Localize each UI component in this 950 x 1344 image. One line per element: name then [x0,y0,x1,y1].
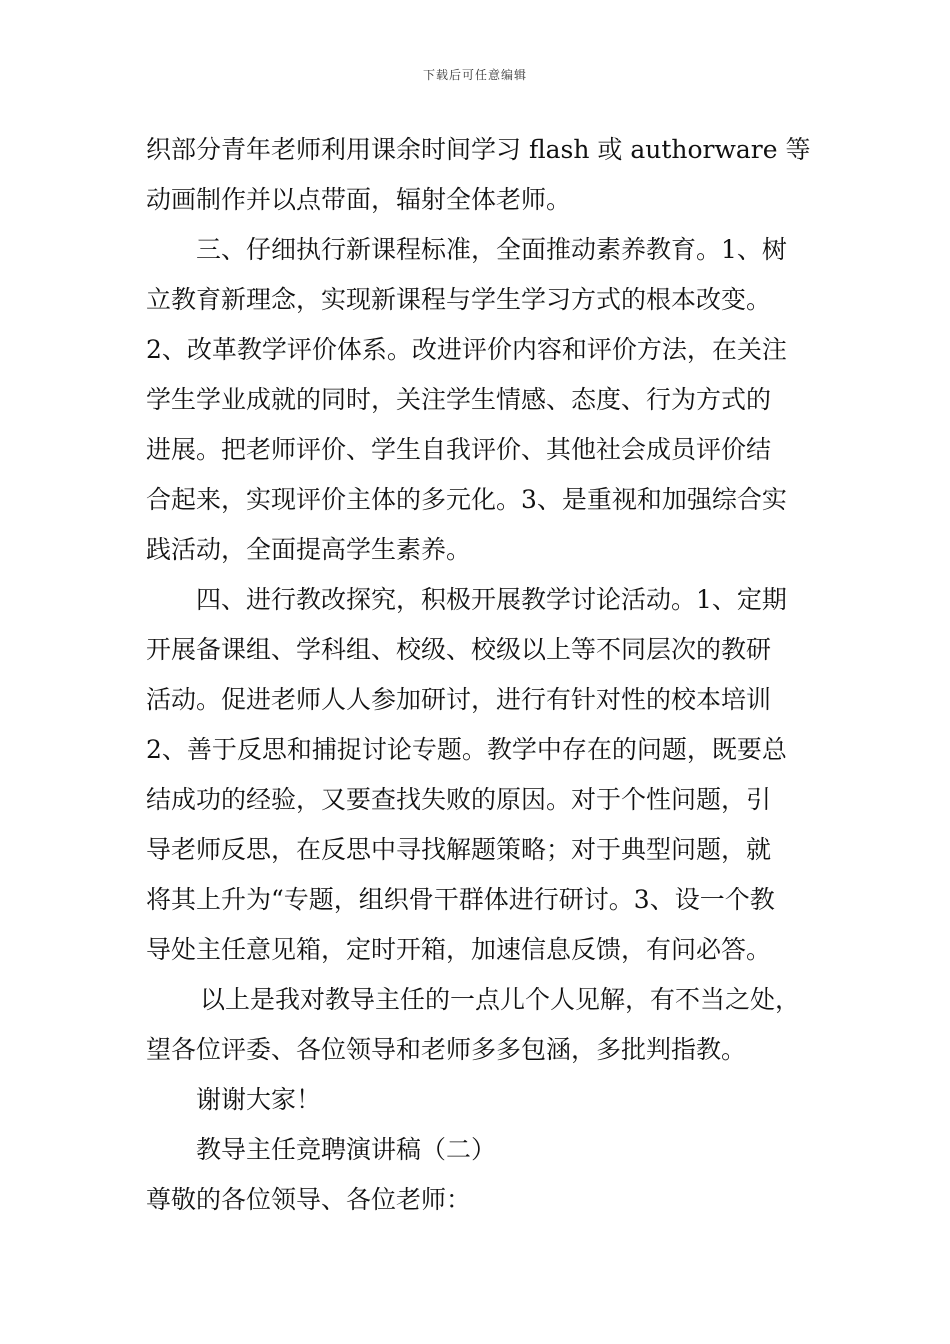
text-line: 立教育新理念，实现新课程与学生学习方式的根本改变。 [146,285,772,314]
text-line: 进展。把老师评价、学生自我评价、其他社会成员评价结 [146,435,772,464]
page-header: 下载后可任意编辑 [422,68,527,82]
text-line: 开展备课组、学科组、校级、校级以上等不同层次的教研 [146,635,772,664]
text-line: 活动。促进老师人人参加研讨，进行有针对性的校本培训 [146,685,772,714]
text-line: 2、善于反思和捕捉讨论专题。教学中存在的问题，既要总 [146,735,787,764]
text-line: 导处主任意见箱，定时开箱，加速信息反馈，有问必答。 [146,935,772,964]
text-line: 结成功的经验，又要查找失败的原因。对于个性问题，引 [146,785,772,814]
text-line: 合起来，实现评价主体的多元化。3、是重视和加强综合实 [146,485,787,514]
text-line: 教导主任竞聘演讲稿（二） [196,1135,497,1164]
text-line: 四、进行教改探究，积极开展教学讨论活动。1、定期 [196,585,787,614]
text-line: 践活动，全面提高学生素养。 [146,535,472,564]
text-line: 尊敬的各位领导、各位老师： [146,1185,472,1214]
text-line: 织部分青年老师利用课余时间学习 flash 或 authorware 等 [146,135,811,164]
text-line: 谢谢大家！ [196,1085,322,1114]
text-line: 2、改革教学评价体系。改进评价内容和评价方法，在关注 [146,335,787,364]
text-line: 动画制作并以点带面，辐射全体老师。 [146,185,572,214]
text-line: 将其上升为“专题，组织骨干群体进行研讨。3、设一个教 [146,885,775,914]
text-line: 学生学业成就的同时，关注学生情感、态度、行为方式的 [146,385,772,414]
text-line: 三、仔细执行新课程标准，全面推动素养教育。1、树 [196,235,787,264]
text-line: 导老师反思，在反思中寻找解题策略；对于典型问题，就 [146,835,772,864]
text-line: 以上是我对教导主任的一点儿个人见解，有不当之处， [200,985,801,1014]
text-line: 望各位评委、各位领导和老师多多包涵，多批判指教。 [146,1035,747,1064]
